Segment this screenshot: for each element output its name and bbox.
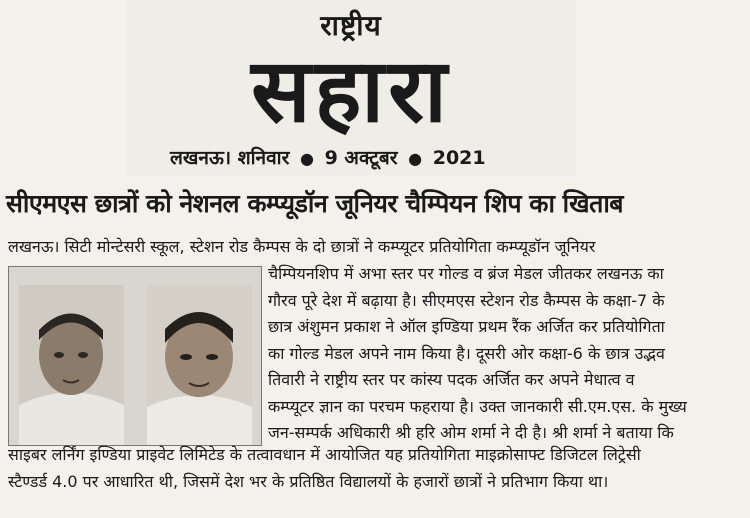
- article-line: गौरव पूरे देश में बढ़ाया है। सीएमएस स्टेशन रोड कैम्पस के कक्षा-7 के: [268, 290, 665, 310]
- article-line: साइबर लर्निंग इण्डिया प्राइवेट लिमिटेड के तत्वावधान में आयोजित यह प्रतियोगिता माइक्रोसाफ्ट डिजिटल लिट्रेसी: [8, 445, 641, 464]
- article-line: स्टैण्डर्ड 4.0 पर आधारित थी, जिसमें देश भर के प्रतिष्ठित विद्यालयों के हजारों छात्रों ने प्रतिभाग किया था।: [8, 471, 609, 491]
- article-line: चैम्पियनशिप में अभा स्तर पर गोल्ड व ब्रंज मेडल जीतकर लखनऊ का: [268, 264, 664, 283]
- dateline: [170, 144, 486, 170]
- masthead-small-title: राष्ट्रीय: [320, 9, 382, 42]
- article-headline: सीएमएस छात्रों को नेशनल कम्प्यूडॉन जूनियर चैम्पियन शिप का खिताब: [6, 189, 624, 218]
- article-full-width-lines: [8, 442, 746, 495]
- article-line: जन-सम्पर्क अधिकारी श्री हरि ओम शर्मा ने दी है। श्री शर्मा ने बताया कि: [268, 423, 674, 442]
- article-line: तिवारी ने राष्ट्रीय स्तर पर कांस्य पदक अर्जित कर अपने मेधात्व व: [268, 370, 635, 389]
- student-photo-right: [147, 285, 252, 445]
- article-wrapped-column: [268, 261, 746, 447]
- dateline-city: लखनऊ।: [170, 147, 232, 169]
- students-photo: [8, 266, 262, 446]
- article-line: छात्र अंशुमन प्रकाश ने ऑल इण्डिया प्रथम रैंक अर्जित कर प्रतियोगिता: [268, 317, 665, 336]
- article-line: कम्प्यूटर ज्ञान का परचम फहराया है। उक्त जानकारी सी.एम.एस. के मुख्य: [268, 396, 687, 416]
- masthead-logo: सहारा: [251, 38, 451, 142]
- dateline-separator: ●: [300, 149, 314, 168]
- article-line: का गोल्ड मेडल अपने नाम किया है। दूसरी ओर कक्षा-6 के छात्र उद्भव: [268, 343, 665, 363]
- newspaper-masthead: [126, 0, 576, 175]
- student-photo-left: [19, 285, 124, 445]
- dateline-day: शनिवार: [237, 147, 290, 169]
- dateline-year: 2021: [432, 147, 486, 169]
- dateline-separator: ●: [408, 149, 423, 168]
- article-first-line: लखनऊ। सिटी मोन्टेसरी स्कूल, स्टेशन रोड कैम्पस के दो छात्रों ने कम्प्यूटर प्रतियोगिता कम्प्यूडॉन जूनियर: [8, 237, 596, 256]
- dateline-date: 9 अक्टूबर: [324, 147, 398, 169]
